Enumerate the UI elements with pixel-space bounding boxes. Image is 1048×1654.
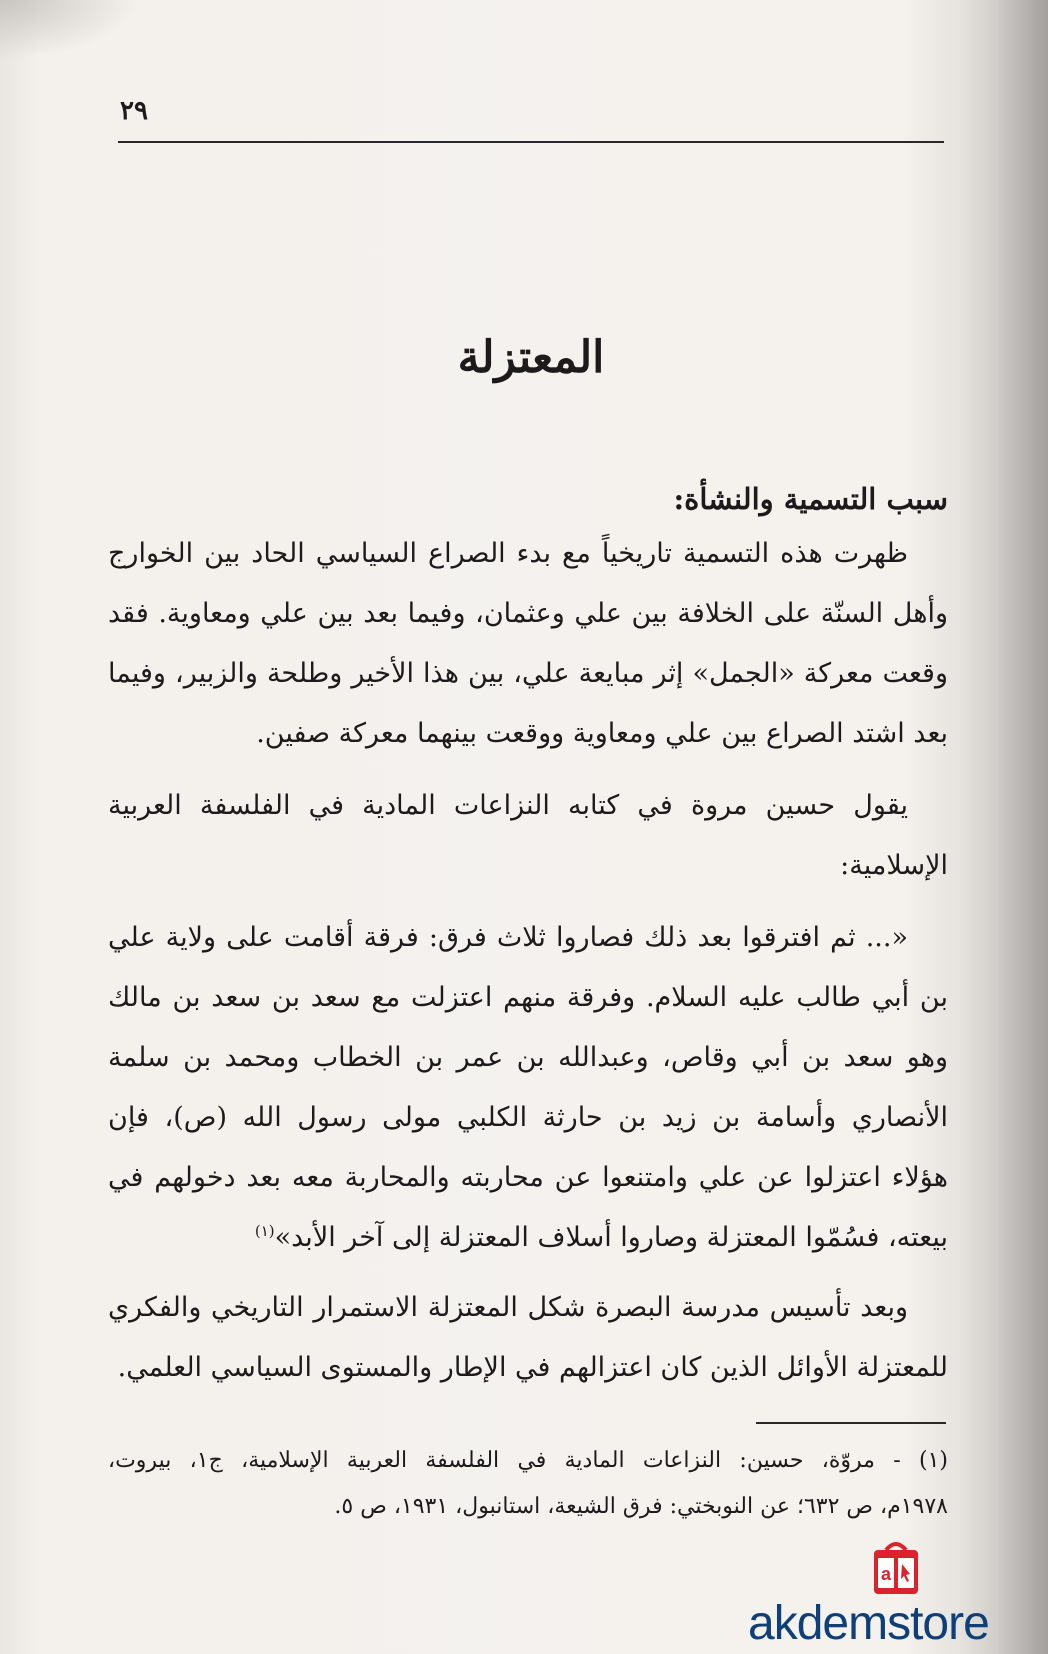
book-spine-shadow [996, 0, 1048, 1654]
footnote-rule [756, 1422, 946, 1424]
quote-line: الأنصاري وأسامة بن زيد بن حارثة الكلبي مولى رسول الله (ص)، فإن [108, 1102, 948, 1133]
quote-line: هؤلاء اعتزلوا عن علي وامتنعوا عن محاربته والمحاربة معه بعد دخولهم في [108, 1162, 948, 1193]
paragraph1-line: وأهل السنّة على الخلافة بين علي وعثمان، وفيما بعد بين علي ومعاوية. فقد [108, 598, 948, 629]
watermark-text: akdemstore [748, 1597, 989, 1650]
quote-line: وهو سعد بن أبي وقاص، وعبدالله بن عمر بن الخطاب ومحمد بن سلمة [108, 1042, 948, 1073]
scan-shadow-top [0, 0, 140, 60]
footnote-ref: (١) [254, 1222, 275, 1240]
quote-line: بن أبي طالب عليه السلام. وفرقة منهم اعتزلت مع سعد بن سعد بن مالك [108, 982, 948, 1013]
paragraph1-line: ظهرت هذه التسمية تاريخياً مع بدء الصراع السياسي الحاد بين الخوارج [108, 538, 908, 569]
watermark [748, 1536, 1044, 1654]
footnote-line: ١٩٧٨م، ص ٦٣٢؛ عن النوبختي: فرق الشيعة، استانبول، ١٩٣١، ص ٥. [334, 1494, 948, 1519]
paragraph1-line: وقعت معركة «الجمل» إثر مبايعة علي، بين هذا الأخير وطلحة والزبير، وفيما [108, 658, 948, 689]
book-cart-icon [864, 1536, 928, 1600]
section-heading: سبب التسمية والنشأة: [673, 482, 948, 516]
header-rule [118, 141, 944, 143]
chapter-title: المعتزلة [457, 332, 605, 383]
paragraph3-line: وبعد تأسيس مدرسة البصرة شكل المعتزلة الاستمرار التاريخي والفكري [108, 1292, 908, 1323]
paragraph2-line: يقول حسين مروة في كتابه النزاعات المادية في الفلسفة العربية [108, 790, 908, 821]
footnote-line: (١) - مروّة، حسين: النزاعات المادية في الفلسفة العربية الإسلامية، ج١، بيروت، [108, 1448, 948, 1473]
quote-line-last [108, 1222, 948, 1253]
quote-last-text: بيعته، فسُمّوا المعتزلة وصاروا أسلاف المعتزلة إلى آخر الأبد» [274, 1222, 948, 1253]
quote-line: «... ثم افترقوا بعد ذلك فصاروا ثلاث فرق: فرقة أقامت على ولاية علي [108, 922, 908, 953]
paragraph3-line: للمعتزلة الأوائل الذين كان اعتزالهم في الإطار والمستوى السياسي العلمي. [117, 1352, 948, 1383]
svg-text:a: a [880, 1564, 892, 1584]
paragraph2-line: الإسلامية: [840, 850, 948, 881]
page-number: ٢٩ [120, 96, 148, 126]
paragraph1-line: بعد اشتد الصراع بين علي ومعاوية ووقعت بينهما معركة صفين. [256, 718, 948, 749]
